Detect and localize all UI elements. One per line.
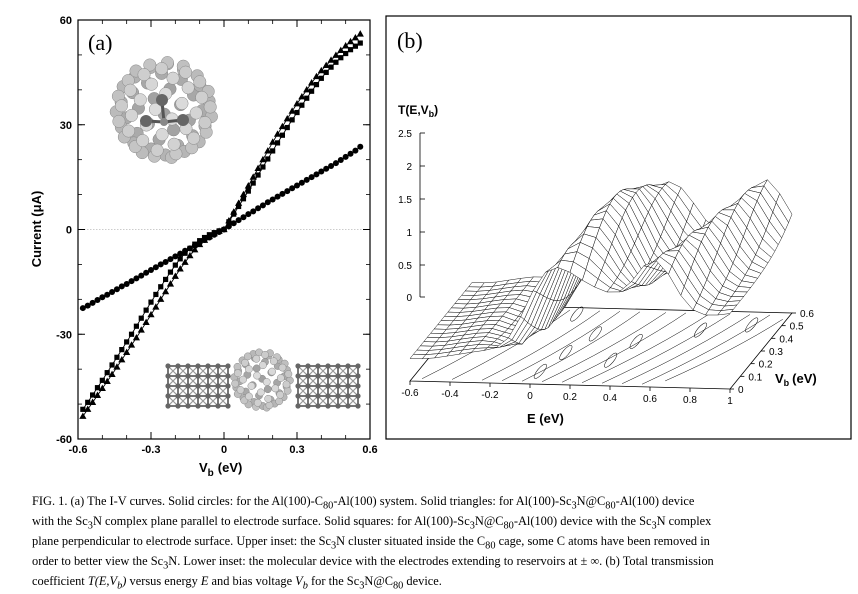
y-tick-label: 0 <box>65 224 72 237</box>
lattice-atom <box>225 363 230 368</box>
cage-atom <box>284 387 291 394</box>
data-point <box>338 55 343 60</box>
data-point <box>226 219 231 224</box>
data-point <box>192 242 197 247</box>
cage-atom <box>167 72 179 84</box>
lattice-atom <box>335 403 340 408</box>
data-point <box>114 355 119 360</box>
lattice-atom <box>215 373 220 378</box>
cage-atom <box>155 62 167 74</box>
lattice-atom <box>355 383 360 388</box>
z-tick-label: 1 <box>406 228 412 239</box>
cage-atom <box>270 358 277 365</box>
data-point <box>212 230 217 235</box>
cage-atom <box>268 368 275 375</box>
vb-tick-label: 0.6 <box>800 309 814 320</box>
lattice-atom <box>205 383 210 388</box>
y-tick-label: -30 <box>56 329 72 342</box>
e-tick-label: 0 <box>527 391 533 402</box>
cage-atom <box>167 124 179 136</box>
cage-atom <box>234 370 241 377</box>
cage-atom <box>277 374 284 381</box>
vb-tick-label: 0.2 <box>758 359 773 371</box>
vb-tick-label: 0.3 <box>769 347 783 358</box>
lattice-atom <box>225 383 230 388</box>
lattice-atom <box>175 383 180 388</box>
cage-atom <box>156 128 168 140</box>
data-point <box>270 148 275 153</box>
data-point <box>80 407 85 412</box>
lattice-atom <box>195 383 200 388</box>
lattice-atom <box>345 363 350 368</box>
e-tick-label: 0.2 <box>563 392 577 403</box>
data-point <box>217 228 222 233</box>
cage-atom <box>279 364 286 371</box>
cage-atom <box>115 100 127 112</box>
lattice-atom <box>295 373 300 378</box>
data-point <box>182 251 187 256</box>
lattice-atom <box>345 373 350 378</box>
lattice-atom <box>315 373 320 378</box>
cage-atom <box>285 370 292 377</box>
x-tick-label: -0.6 <box>68 444 88 456</box>
lattice-atom <box>345 393 350 398</box>
data-point <box>343 51 348 56</box>
lattice-atom <box>195 393 200 398</box>
lattice-atom <box>335 363 340 368</box>
z-axis-ticks <box>398 129 425 304</box>
cage-atom <box>182 82 194 94</box>
cage-atom <box>134 94 146 106</box>
lattice-atom <box>315 393 320 398</box>
lattice-atom <box>295 383 300 388</box>
e-tick-label: 0.4 <box>603 393 617 404</box>
data-point <box>265 156 270 161</box>
cage-atom <box>204 101 216 113</box>
cage-atom <box>179 66 191 78</box>
lattice-atom <box>315 383 320 388</box>
y-tick-label: -60 <box>56 434 72 446</box>
x-tick-label: -0.3 <box>141 444 161 456</box>
lattice-atom <box>295 393 300 398</box>
lattice-atom <box>225 393 230 398</box>
lattice-atom <box>195 373 200 378</box>
lattice-atom <box>295 363 300 368</box>
z-tick-label: 1.5 <box>398 195 412 206</box>
lattice-atom <box>305 383 310 388</box>
data-point <box>246 188 251 193</box>
right-electrode <box>295 363 360 408</box>
lattice-atom <box>335 393 340 398</box>
lattice-atom <box>195 403 200 408</box>
data-point <box>178 256 183 261</box>
lattice-atom <box>345 403 350 408</box>
figure-caption <box>32 494 834 594</box>
cage-atom <box>253 355 260 362</box>
lattice-atom <box>305 393 310 398</box>
cage-atom <box>125 109 137 121</box>
data-point <box>290 117 295 122</box>
lattice-atom <box>205 363 210 368</box>
contour-line <box>542 312 666 381</box>
data-point <box>95 385 100 390</box>
data-point <box>319 76 324 81</box>
lattice-atom <box>295 403 300 408</box>
data-point <box>168 269 173 274</box>
data-point <box>357 144 363 150</box>
cage-atom <box>241 359 248 366</box>
lattice-atom <box>185 403 190 408</box>
data-point <box>139 316 144 321</box>
lattice-atom <box>185 363 190 368</box>
lattice-atom <box>225 373 230 378</box>
lattice-atom <box>305 403 310 408</box>
data-point <box>124 339 129 344</box>
y-tick-label: 60 <box>59 15 72 27</box>
data-point <box>187 246 192 251</box>
data-point <box>90 392 95 397</box>
vb-tick-label: 0.4 <box>779 334 794 346</box>
vb-tick-label: 0.5 <box>789 321 804 333</box>
left-electrode <box>165 363 230 408</box>
data-point <box>207 232 212 237</box>
contour-line <box>665 319 783 384</box>
vb-tick-label: 0.1 <box>748 372 763 384</box>
lattice-atom <box>175 363 180 368</box>
cage-atom <box>265 395 272 402</box>
lattice-atom <box>175 403 180 408</box>
data-point <box>314 82 319 87</box>
lower-inset-device <box>165 349 360 411</box>
caption-line-4: order to better view the $Sc_3N$. Lower inset: the molecular device with the electrodes extending to reservoirs at ± ∞. (b) Total transmission <box>32 554 714 572</box>
data-point <box>144 308 149 313</box>
data-point <box>275 140 280 145</box>
data-point <box>255 172 260 177</box>
cage-atom <box>145 78 157 90</box>
lattice-atom <box>165 383 170 388</box>
lattice-atom <box>325 383 330 388</box>
data-point <box>294 110 299 115</box>
data-point <box>353 44 358 49</box>
lattice-atom <box>215 403 220 408</box>
x-axis-title-main: V <box>199 460 208 475</box>
cage-atom <box>168 138 180 150</box>
lattice-atom <box>305 373 310 378</box>
z-axis-title: $T(E,V_b)$ <box>398 103 439 119</box>
contour-loop <box>744 316 760 334</box>
data-point <box>285 125 290 130</box>
cage-atom <box>263 378 270 385</box>
cage-atom <box>264 386 271 393</box>
data-point <box>260 164 265 169</box>
data-point <box>85 400 90 405</box>
cage-atom <box>266 402 273 409</box>
lattice-atom <box>215 393 220 398</box>
data-point <box>231 212 236 217</box>
caption-line-3: plane perpendicular to electrode surface. Upper inset: the $Sc_3N$ cluster situated inside the $C_{80}$ cage, some C atoms have been removed in <box>32 534 710 552</box>
cage-atom <box>113 115 125 127</box>
lattice-atom <box>315 403 320 408</box>
data-point <box>358 40 363 45</box>
vb-tick-label: 0 <box>738 385 744 396</box>
lattice-atom <box>335 383 340 388</box>
y-axis-title: Current (μA) <box>29 190 44 268</box>
data-point <box>357 30 364 36</box>
x-tick-label: 0.6 <box>362 444 378 456</box>
data-point <box>173 263 178 268</box>
lattice-atom <box>165 393 170 398</box>
contour-loop <box>628 333 644 351</box>
e-tick-label: 0.8 <box>683 395 697 406</box>
panel-a <box>29 15 378 479</box>
lattice-atom <box>215 363 220 368</box>
e-axis-title: E (eV) <box>527 411 564 426</box>
data-point <box>280 133 285 138</box>
cage-atom <box>136 134 148 146</box>
upper-inset-molecule <box>110 56 218 163</box>
data-point <box>241 196 246 201</box>
contour-line <box>562 313 686 382</box>
lattice-atom <box>355 363 360 368</box>
lattice-atom <box>165 363 170 368</box>
lattice-atom <box>185 383 190 388</box>
panel-a-label: (a) <box>88 30 113 55</box>
cage-atom <box>245 366 252 373</box>
cage-atom <box>261 351 268 358</box>
cage-atom <box>254 399 261 406</box>
data-point <box>158 284 163 289</box>
e-tick-label: 0.6 <box>643 394 657 405</box>
lattice-atom <box>355 393 360 398</box>
panel-b-label: (b) <box>397 28 423 53</box>
lattice-atom <box>165 403 170 408</box>
e-tick-label: -0.2 <box>481 390 499 401</box>
lattice-atom <box>185 393 190 398</box>
cage-atom <box>199 116 211 128</box>
data-point <box>148 300 153 305</box>
contour-loop <box>692 321 708 339</box>
lattice-atom <box>335 373 340 378</box>
cage-atom <box>151 144 163 156</box>
cage-atom <box>190 107 202 119</box>
data-point <box>309 89 314 94</box>
cage-atom <box>194 76 206 88</box>
lattice-atom <box>305 363 310 368</box>
lattice-atom <box>205 393 210 398</box>
lattice-atom <box>175 393 180 398</box>
lattice-atom <box>325 373 330 378</box>
cage-atom <box>124 84 136 96</box>
x-axis-title-sub: b <box>207 468 214 479</box>
cage-atom <box>276 398 283 405</box>
data-point <box>324 70 329 75</box>
data-point <box>100 378 105 383</box>
e-tick-label: 1 <box>727 396 733 407</box>
data-point <box>202 235 207 240</box>
lattice-atom <box>165 373 170 378</box>
data-point <box>304 96 309 101</box>
cage-atom <box>253 372 260 379</box>
lattice-atom <box>185 373 190 378</box>
cage-atom <box>239 376 246 383</box>
transmission-surface <box>410 180 792 359</box>
data-point <box>333 60 338 65</box>
lattice-atom <box>225 403 230 408</box>
data-point <box>352 148 358 154</box>
cage-atom <box>277 391 284 398</box>
x-axis-title <box>199 460 242 479</box>
data-point <box>134 324 139 329</box>
data-point <box>348 47 353 52</box>
data-point <box>299 103 304 108</box>
lattice-atom <box>175 373 180 378</box>
e-tick-label: -0.6 <box>401 388 419 399</box>
data-point <box>221 227 226 232</box>
lattice-atom <box>325 363 330 368</box>
cage-atom <box>259 362 266 369</box>
data-point <box>163 277 168 282</box>
lattice-atom <box>355 403 360 408</box>
z-tick-label: 0 <box>406 293 412 304</box>
x-axis-title-unit: (eV) <box>217 460 243 475</box>
vb-axis-title: $V_b$ (eV) <box>775 371 817 388</box>
x-tick-label: 0.3 <box>289 444 305 456</box>
y-tick-label: 30 <box>59 119 72 132</box>
cage-atom <box>196 91 208 103</box>
cage-atom <box>232 380 239 387</box>
caption-line-5: coefficient $T(E,V_b)$ versus energy E and bias voltage $V_b$ for the $Sc_3N@C_{80}$ device. <box>32 574 442 592</box>
panel-b <box>386 16 851 439</box>
caption-line-2: with the $Sc_3N$ complex plane parallel to electrode surface. Solid squares: for $Al(100)-Sc_3N@C_{80}-Al(100)$ device with the $Sc_3N$ complex <box>32 514 712 532</box>
z-tick-label: 2.5 <box>398 129 412 140</box>
cage-atom <box>245 393 252 400</box>
cage-atom <box>283 381 290 388</box>
lattice-atom <box>345 383 350 388</box>
cage-atom <box>257 389 264 396</box>
data-point <box>105 370 110 375</box>
data-point <box>119 347 124 352</box>
data-point <box>328 65 333 70</box>
data-point <box>251 180 256 185</box>
lattice-atom <box>205 403 210 408</box>
data-point <box>109 362 114 367</box>
data-point <box>129 332 134 337</box>
cage-atom <box>237 386 244 393</box>
cage-atom <box>122 125 134 137</box>
lattice-atom <box>325 403 330 408</box>
cage-atom <box>248 382 255 389</box>
z-tick-label: 0.5 <box>398 261 412 272</box>
lattice-atom <box>215 383 220 388</box>
data-point <box>236 204 241 209</box>
contour-loop <box>532 363 548 381</box>
lattice-atom <box>205 373 210 378</box>
data-point <box>153 292 158 297</box>
lattice-atom <box>195 363 200 368</box>
lattice-atom <box>355 373 360 378</box>
e-tick-label: -0.4 <box>441 389 459 400</box>
cage-atom <box>272 385 279 392</box>
z-tick-label: 2 <box>406 162 412 173</box>
lattice-atom <box>315 363 320 368</box>
data-point <box>197 238 202 243</box>
lattice-atom <box>325 393 330 398</box>
caption-line-1: FIG. 1. (a) The I-V curves. Solid circles: for the $Al(100)-C_{80}-Al(100)$ system. Solid triangles: for $Al(100)-Sc_3N@C_{80}-Al(100)$ device <box>32 494 695 512</box>
x-tick-label: 0 <box>220 444 228 456</box>
cage-atom <box>176 97 188 109</box>
